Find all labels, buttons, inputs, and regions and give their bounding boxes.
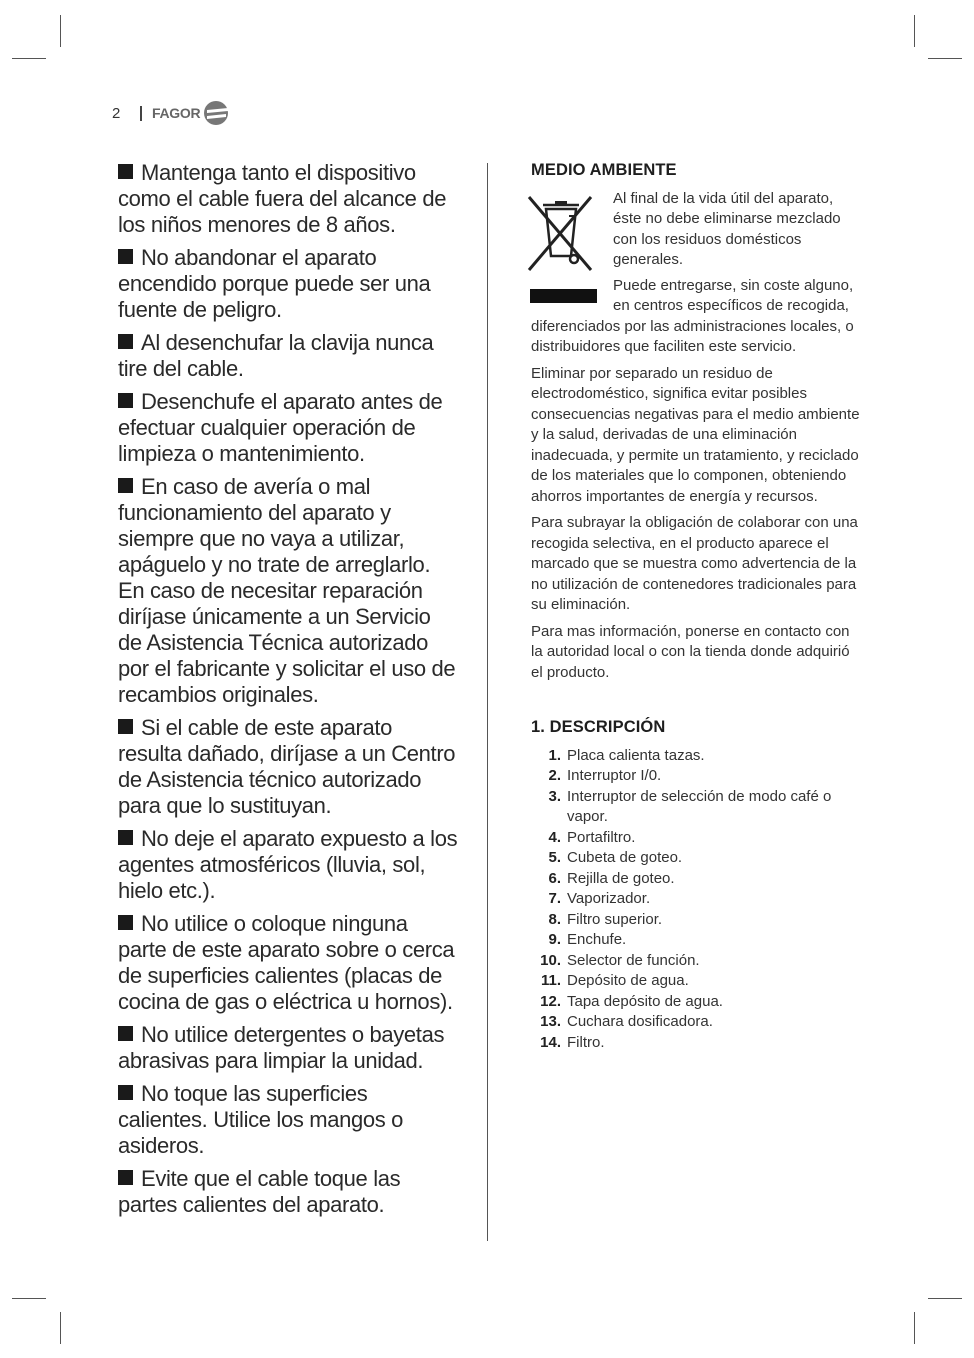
environment-title: MEDIO AMBIENTE bbox=[531, 161, 677, 179]
list-item: No abandonar el aparato encendido porque puede ser una fuente de peligro. bbox=[118, 245, 431, 322]
square-bullet-icon bbox=[118, 334, 133, 349]
description-list bbox=[531, 746, 861, 1054]
list-item: No toque las superficies calientes. Utilice los mangos o asideros. bbox=[118, 1081, 404, 1158]
crop-mark bbox=[60, 1312, 61, 1344]
logo-text: FAGOR bbox=[152, 105, 201, 121]
crop-mark bbox=[928, 58, 962, 59]
list-item: Desenchufe el aparato antes de efectuar cualquier operación de limpieza o mantenimiento. bbox=[118, 389, 443, 466]
list-item: 10. Selector de función. bbox=[540, 951, 700, 969]
environment-section bbox=[531, 189, 861, 684]
list-item: 12. Tapa depósito de agua. bbox=[540, 992, 723, 1010]
list-item: 8. Filtro superior. bbox=[548, 910, 663, 928]
page-number: 2 bbox=[112, 104, 121, 122]
crop-mark bbox=[60, 15, 61, 47]
square-bullet-icon bbox=[118, 164, 133, 179]
list-item: 4. Portafiltro. bbox=[548, 828, 636, 846]
square-bullet-icon bbox=[118, 1085, 133, 1100]
list-item: 14. Filtro. bbox=[540, 1033, 605, 1051]
square-bullet-icon bbox=[118, 915, 133, 930]
list-item: 13. Cuchara dosificadora. bbox=[540, 1013, 713, 1030]
crossed-out-wheelie-bin-icon bbox=[525, 192, 597, 304]
crop-mark bbox=[928, 1298, 962, 1299]
fagor-logo-icon bbox=[202, 100, 230, 126]
list-item: No deje el aparato expuesto a los agentes atmosféricos (lluvia, sol, hielo etc.). bbox=[118, 826, 458, 903]
list-item: 2. Interruptor I/0. bbox=[548, 767, 662, 784]
environment-paragraph: Para mas información, ponerse en contacto con la autoridad local o con la tienda donde adquirió el producto. bbox=[531, 622, 850, 681]
list-item: 3. Interruptor de selección de modo café o vapor. bbox=[548, 787, 832, 825]
list-item: 1. Placa calienta tazas. bbox=[548, 746, 705, 764]
list-item: 11. Depósito de agua. bbox=[540, 972, 689, 989]
list-item: Al desenchufar la clavija nunca tire del cable. bbox=[118, 330, 434, 381]
list-item: No utilice o coloque ninguna parte de este aparato sobre o cerca de superficies calientes (placas de cocina de gas o eléctrica u hornos). bbox=[118, 911, 455, 1014]
list-item: Evite que el cable toque las partes calientes del aparato. bbox=[118, 1166, 401, 1217]
square-bullet-icon bbox=[118, 249, 133, 264]
list-item: No utilice detergentes o bayetas abrasivas para limpiar la unidad. bbox=[118, 1022, 445, 1073]
page-header bbox=[112, 98, 230, 128]
square-bullet-icon bbox=[118, 478, 133, 493]
list-item: 7. Vaporizador. bbox=[548, 890, 651, 907]
list-item: 9. Enchufe. bbox=[548, 931, 627, 948]
list-item: 5. Cubeta de goteo. bbox=[548, 849, 683, 866]
description-title: 1. DESCRIPCIÓN bbox=[531, 718, 666, 736]
environment-paragraph: Puede entregarse, sin coste alguno, en centros específicos de recogida, diferenciados por las administraciones locales, o distribuidores que faciliten este servicio. bbox=[531, 276, 854, 355]
square-bullet-icon bbox=[118, 719, 133, 734]
safety-instructions bbox=[118, 160, 458, 1225]
list-item: Si el cable de este aparato resulta dañado, diríjase a un Centro de Asistencia técnico autorizado para que lo sustituyan. bbox=[118, 715, 456, 818]
right-column bbox=[531, 160, 861, 1053]
crop-mark bbox=[914, 15, 915, 47]
header-separator bbox=[140, 106, 142, 121]
crop-mark bbox=[12, 58, 46, 59]
square-bullet-icon bbox=[118, 393, 133, 408]
square-bullet-icon bbox=[118, 830, 133, 845]
square-bullet-icon bbox=[118, 1026, 133, 1041]
square-bullet-icon bbox=[118, 1170, 133, 1185]
list-item: 6. Rejilla de goteo. bbox=[548, 869, 675, 887]
list-item: Mantenga tanto el dispositivo como el cable fuera del alcance de los niños menores de 8 años. bbox=[118, 160, 447, 237]
crop-mark bbox=[12, 1298, 46, 1299]
environment-paragraph: Eliminar por separado un residuo de electrodoméstico, significa evitar posibles consecuencias negativas para el medio ambiente y la salud, derivadas de una eliminación inadecuada, y permite un tratamiento, y reciclado de los materiales que lo componen, obteniendo ahorros importantes de energía y recursos. bbox=[531, 364, 860, 505]
column-divider bbox=[487, 163, 488, 1241]
environment-paragraph: Para subrayar la obligación de colaborar con una recogida selectiva, en el producto aparece el marcado que se muestra como advertencia de la no utilización de contenedores tradicionales para su eliminación. bbox=[531, 514, 858, 613]
environment-paragraph: Al final de la vida útil del aparato, éste no debe eliminarse mezclado con los residuos domésticos generales. bbox=[613, 189, 841, 268]
fagor-logo bbox=[152, 100, 230, 126]
crop-mark bbox=[914, 1312, 915, 1344]
list-item: En caso de avería o mal funcionamiento del aparato y siempre que no vaya a utilizar, apáguelo y no trate de arreglarlo. En caso de necesitar reparación diríjase únicamente a un Servicio de Asistencia Técnica autorizado por el fabricante y solicitar el uso de recambios originales. bbox=[118, 474, 456, 707]
